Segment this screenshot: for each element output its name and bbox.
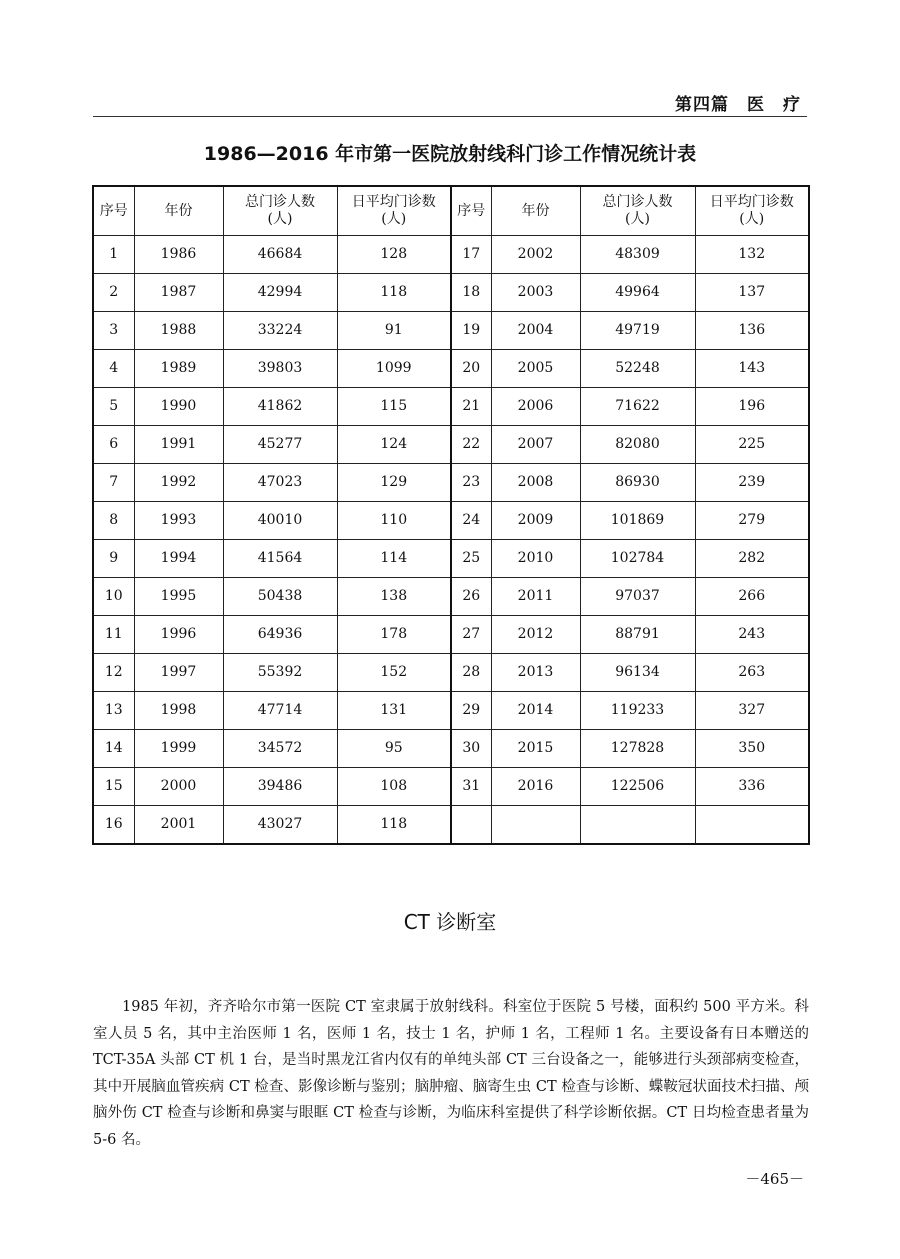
table-cell: 2005	[491, 350, 580, 388]
table-cell: 24	[451, 502, 491, 540]
table-cell: 2015	[491, 730, 580, 768]
table-cell: 96134	[580, 654, 695, 692]
table-cell: 1996	[134, 616, 223, 654]
table-cell: 1994	[134, 540, 223, 578]
table-cell: 279	[695, 502, 809, 540]
table-cell: 40010	[223, 502, 337, 540]
table-cell: 225	[695, 426, 809, 464]
table-cell: 2013	[491, 654, 580, 692]
table-cell: 50438	[223, 578, 337, 616]
table-cell: 1099	[337, 350, 451, 388]
table-cell: 282	[695, 540, 809, 578]
table-row	[93, 616, 809, 654]
table-cell: 26	[451, 578, 491, 616]
table-cell: 14	[93, 730, 134, 768]
table-cell: 2002	[491, 236, 580, 274]
table-cell: 136	[695, 312, 809, 350]
table-cell: 129	[337, 464, 451, 502]
table-cell: 2006	[491, 388, 580, 426]
table-cell: 1988	[134, 312, 223, 350]
table-cell: 1989	[134, 350, 223, 388]
table-cell	[491, 806, 580, 845]
table-cell: 97037	[580, 578, 695, 616]
table-cell: 4	[93, 350, 134, 388]
table-cell: 27	[451, 616, 491, 654]
table-row	[93, 502, 809, 540]
table-cell: 108	[337, 768, 451, 806]
table-cell: 1993	[134, 502, 223, 540]
table-cell: 2001	[134, 806, 223, 845]
table-cell: 91	[337, 312, 451, 350]
table-cell: 6	[93, 426, 134, 464]
table-cell: 2012	[491, 616, 580, 654]
table-cell: 5	[93, 388, 134, 426]
header-section-label: 第四篇 医 疗	[675, 95, 801, 115]
table-cell: 127828	[580, 730, 695, 768]
page-number: －465－	[745, 1170, 804, 1188]
table-cell: 71622	[580, 388, 695, 426]
table-cell: 82080	[580, 426, 695, 464]
table-cell: 2010	[491, 540, 580, 578]
table-cell: 110	[337, 502, 451, 540]
table-cell: 19	[451, 312, 491, 350]
table-cell: 34572	[223, 730, 337, 768]
table-cell: 17	[451, 236, 491, 274]
table-cell: 239	[695, 464, 809, 502]
table-cell: 15	[93, 768, 134, 806]
column-header: 年份	[491, 186, 580, 236]
table-cell: 266	[695, 578, 809, 616]
table-row	[93, 426, 809, 464]
table-cell: 41862	[223, 388, 337, 426]
table-cell: 1991	[134, 426, 223, 464]
table-cell: 137	[695, 274, 809, 312]
table-cell: 119233	[580, 692, 695, 730]
table-cell: 30	[451, 730, 491, 768]
table-cell: 263	[695, 654, 809, 692]
table-cell: 2000	[134, 768, 223, 806]
table-cell: 327	[695, 692, 809, 730]
table-cell: 2004	[491, 312, 580, 350]
table-cell: 1998	[134, 692, 223, 730]
table-cell: 2007	[491, 426, 580, 464]
table-cell: 46684	[223, 236, 337, 274]
table-cell: 39486	[223, 768, 337, 806]
table-cell: 2014	[491, 692, 580, 730]
table-cell: 196	[695, 388, 809, 426]
column-header: 总门诊人数 (人)	[580, 186, 695, 236]
table-cell: 178	[337, 616, 451, 654]
table-cell: 29	[451, 692, 491, 730]
table-cell: 2011	[491, 578, 580, 616]
table-cell: 143	[695, 350, 809, 388]
table-cell: 2008	[491, 464, 580, 502]
table-cell: 13	[93, 692, 134, 730]
table-row	[93, 274, 809, 312]
table-cell: 48309	[580, 236, 695, 274]
table-cell: 114	[337, 540, 451, 578]
table-cell: 41564	[223, 540, 337, 578]
table-cell: 2003	[491, 274, 580, 312]
table-cell	[695, 806, 809, 845]
table-row	[93, 312, 809, 350]
table-cell: 350	[695, 730, 809, 768]
table-cell: 131	[337, 692, 451, 730]
table-cell: 64936	[223, 616, 337, 654]
table-body	[93, 236, 809, 845]
table-row	[93, 768, 809, 806]
table-cell: 1992	[134, 464, 223, 502]
table-cell: 49719	[580, 312, 695, 350]
table-row	[93, 730, 809, 768]
column-header: 日平均门诊数 (人)	[695, 186, 809, 236]
table-cell: 28	[451, 654, 491, 692]
table-cell: 1995	[134, 578, 223, 616]
table-cell: 102784	[580, 540, 695, 578]
table-row	[93, 692, 809, 730]
table-cell: 1999	[134, 730, 223, 768]
table-cell: 7	[93, 464, 134, 502]
table-cell	[580, 806, 695, 845]
table-cell: 33224	[223, 312, 337, 350]
table-cell: 95	[337, 730, 451, 768]
table-cell: 101869	[580, 502, 695, 540]
table-row	[93, 654, 809, 692]
column-header: 总门诊人数 (人)	[223, 186, 337, 236]
column-header: 日平均门诊数 (人)	[337, 186, 451, 236]
table-cell: 10	[93, 578, 134, 616]
table-cell: 1987	[134, 274, 223, 312]
table-cell: 42994	[223, 274, 337, 312]
table-title: 1986—2016 年市第一医院放射线科门诊工作情况统计表	[203, 143, 697, 165]
table-cell: 16	[93, 806, 134, 845]
table-cell: 336	[695, 768, 809, 806]
table-cell: 3	[93, 312, 134, 350]
table-row	[93, 806, 809, 845]
table-cell: 1986	[134, 236, 223, 274]
table-cell: 2	[93, 274, 134, 312]
table-cell: 2009	[491, 502, 580, 540]
running-header	[93, 88, 807, 117]
table-cell: 118	[337, 806, 451, 845]
table-cell: 25	[451, 540, 491, 578]
table-cell: 9	[93, 540, 134, 578]
table-cell: 39803	[223, 350, 337, 388]
table-row	[93, 388, 809, 426]
table-cell: 128	[337, 236, 451, 274]
table-row	[93, 578, 809, 616]
table-row	[93, 464, 809, 502]
table-cell: 1997	[134, 654, 223, 692]
body-paragraph: 1985 年初，齐齐哈尔市第一医院 CT 室隶属于放射线科。科室位于医院 5 号楼，面积约 500 平方米。科室人员 5 名，其中主治医师 1 名，医师 1 名，技士 1 名，护师 1 名，工程师 1 名。主要设备有日本赠送的 TCT-35A 头部 CT 机 1 台，是当时黑龙江省内仅有的单纯头部 CT 三台设备之一，能够进行头颈部病变检查，其中开展脑血管疾病 CT 检查、影像诊断与鉴别；脑肿瘤、脑寄生虫 CT 检查与诊断、蝶鞍冠状面技术扫描、颅脑外伤 CT 检查与诊断和鼻窦与眼眶 CT 检查与诊断，为临床科室提供了科学诊断依据。CT 日均检查患者量为 5-6 名。	[93, 999, 809, 1148]
section-title: CT 诊断室	[403, 910, 497, 934]
table-cell: 23	[451, 464, 491, 502]
table-cell: 18	[451, 274, 491, 312]
table-cell: 22	[451, 426, 491, 464]
table-cell: 122506	[580, 768, 695, 806]
table-cell	[451, 806, 491, 845]
column-header: 序号	[451, 186, 491, 236]
table-cell: 88791	[580, 616, 695, 654]
table-cell: 86930	[580, 464, 695, 502]
table-cell: 118	[337, 274, 451, 312]
table-cell: 49964	[580, 274, 695, 312]
table-cell: 243	[695, 616, 809, 654]
table-cell: 21	[451, 388, 491, 426]
table-cell: 1990	[134, 388, 223, 426]
statistics-table	[92, 185, 810, 845]
table-cell: 132	[695, 236, 809, 274]
table-cell: 124	[337, 426, 451, 464]
column-header: 序号	[93, 186, 134, 236]
table-cell: 52248	[580, 350, 695, 388]
table-cell: 8	[93, 502, 134, 540]
table-cell: 47023	[223, 464, 337, 502]
table-row	[93, 236, 809, 274]
table-cell: 55392	[223, 654, 337, 692]
table-cell: 11	[93, 616, 134, 654]
table-cell: 31	[451, 768, 491, 806]
table-row	[93, 350, 809, 388]
table-cell: 115	[337, 388, 451, 426]
table-cell: 20	[451, 350, 491, 388]
table-cell: 43027	[223, 806, 337, 845]
table-header-row	[93, 186, 809, 236]
table-cell: 138	[337, 578, 451, 616]
table-cell: 1	[93, 236, 134, 274]
table-cell: 2016	[491, 768, 580, 806]
table-cell: 45277	[223, 426, 337, 464]
table-row	[93, 540, 809, 578]
table-cell: 152	[337, 654, 451, 692]
table-cell: 47714	[223, 692, 337, 730]
table-cell: 12	[93, 654, 134, 692]
column-header: 年份	[134, 186, 223, 236]
